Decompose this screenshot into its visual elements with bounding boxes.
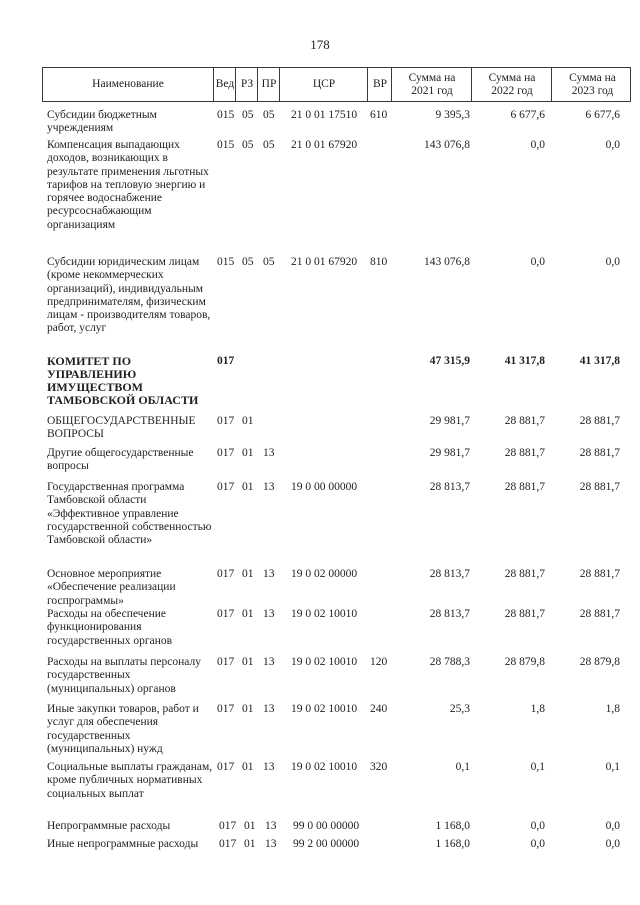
- row-pr: 05: [263, 256, 275, 268]
- row-name: Основное мероприятие «Обеспечение реализации госпрограммы»: [47, 568, 176, 607]
- row-name: Другие общегосударственные вопросы: [47, 447, 194, 473]
- row-sum-2022: 1,8: [530, 703, 545, 715]
- row-ved: 017: [217, 568, 235, 580]
- row-pr: 13: [265, 820, 277, 832]
- row-rz: 05: [242, 256, 254, 268]
- row-rz: 05: [242, 109, 254, 121]
- row-ved: 017: [217, 608, 235, 620]
- row-name: Расходы на обеспечение функционирования государственных органов: [47, 608, 173, 647]
- row-ved: 017: [217, 447, 235, 459]
- row-ved: 017: [217, 415, 235, 427]
- row-pr: 13: [265, 838, 277, 850]
- row-sum-2023: 28 881,7: [579, 481, 620, 493]
- row-pr: 13: [263, 761, 275, 773]
- row-csr: 19 0 02 10010: [291, 761, 358, 773]
- row-sum-2022: 0,0: [530, 820, 545, 832]
- row-vr: 810: [370, 256, 388, 268]
- row-rz: 01: [242, 481, 254, 493]
- row-vr: 610: [370, 109, 388, 121]
- header-sum-2022: Сумма на 2022 год: [471, 68, 552, 101]
- row-pr: 13: [263, 447, 275, 459]
- row-rz: 01: [244, 820, 256, 832]
- row-rz: 01: [242, 656, 254, 668]
- row-sum-2023: 28 881,7: [579, 568, 620, 580]
- row-csr: 21 0 01 67920: [291, 256, 358, 268]
- row-sum-2021: 25,3: [449, 703, 470, 715]
- row-name: Компенсация выпадающих доходов, возникающих в результате применения льготных тарифов на тепловую энергию и горячее водоснабжение ресурсоснабжающим организациям: [47, 139, 209, 231]
- row-sum-2022: 0,0: [530, 139, 545, 151]
- row-name: Иные закупки товаров, работ и услуг для обеспечения государственных (муниципальных) нужд: [47, 703, 199, 755]
- row-sum-2021: 1 168,0: [435, 820, 470, 832]
- row-sum-2021: 143 076,8: [424, 139, 470, 151]
- row-name: Расходы на выплаты персоналу государственных (муниципальных) органов: [47, 656, 201, 695]
- row-sum-2023: 0,0: [605, 820, 620, 832]
- page-number: 178: [310, 37, 330, 52]
- row-pr: 05: [263, 109, 275, 121]
- row-sum-2023: 28 881,7: [579, 415, 620, 427]
- row-sum-2022: 6 677,6: [510, 109, 545, 121]
- row-rz: 01: [242, 568, 254, 580]
- row-rz: 01: [242, 415, 254, 427]
- row-sum-2023: 0,0: [605, 256, 620, 268]
- row-rz: 05: [242, 139, 254, 151]
- header-csr: ЦСР: [279, 68, 368, 101]
- row-sum-2023: 6 677,6: [585, 109, 620, 121]
- row-name: КОМИТЕТ ПО УПРАВЛЕНИЮ ИМУЩЕСТВОМ ТАМБОВСКОЙ ОБЛАСТИ: [47, 354, 199, 407]
- row-csr: 21 0 01 67920: [291, 139, 358, 151]
- row-sum-2023: 41 317,8: [579, 355, 620, 367]
- row-rz: 01: [242, 608, 254, 620]
- header-ved: Вед: [213, 68, 236, 101]
- row-csr: 99 2 00 00000: [293, 838, 360, 850]
- row-rz: 01: [242, 761, 254, 773]
- row-ved: 017: [217, 656, 235, 668]
- row-sum-2021: 28 813,7: [429, 568, 470, 580]
- row-csr: 19 0 02 00000: [291, 568, 358, 580]
- row-sum-2021: 47 315,9: [429, 355, 470, 367]
- row-rz: 01: [244, 838, 256, 850]
- row-sum-2022: 28 881,7: [504, 481, 545, 493]
- row-sum-2022: 0,0: [530, 256, 545, 268]
- row-name: Субсидии юридическим лицам (кроме некоммерческих организаций), индивидуальным предпринимателям, физическим лицам - производителям товаров, работ, услуг: [47, 256, 211, 335]
- row-ved: 017: [217, 703, 235, 715]
- row-pr: 13: [263, 568, 275, 580]
- row-sum-2022: 28 881,7: [504, 568, 545, 580]
- row-name: Государственная программа Тамбовской области «Эффективное управление государственной собственностью Тамбовской области»: [47, 481, 212, 547]
- row-sum-2023: 28 879,8: [579, 656, 620, 668]
- row-sum-2021: 1 168,0: [435, 838, 470, 850]
- row-vr: 120: [370, 656, 388, 668]
- header-sum-2023: Сумма на 2023 год: [551, 68, 633, 101]
- table-header: [42, 67, 631, 102]
- row-sum-2023: 28 881,7: [579, 447, 620, 459]
- row-csr: 19 0 02 10010: [291, 656, 358, 668]
- row-ved: 015: [217, 139, 235, 151]
- row-csr: 99 0 00 00000: [293, 820, 360, 832]
- row-sum-2022: 28 881,7: [504, 415, 545, 427]
- header-sum-2021: Сумма на 2021 год: [391, 68, 472, 101]
- row-sum-2022: 0,1: [530, 761, 545, 773]
- row-sum-2022: 28 881,7: [504, 608, 545, 620]
- row-sum-2023: 28 881,7: [579, 608, 620, 620]
- row-vr: 320: [370, 761, 388, 773]
- row-sum-2021: 9 395,3: [435, 109, 470, 121]
- row-csr: 19 0 02 10010: [291, 608, 358, 620]
- row-sum-2021: 29 981,7: [429, 415, 470, 427]
- row-pr: 13: [263, 608, 275, 620]
- row-sum-2023: 0,0: [605, 838, 620, 850]
- row-ved: 015: [217, 109, 235, 121]
- row-ved: 017: [217, 355, 235, 367]
- row-ved: 017: [217, 761, 235, 773]
- row-ved: 017: [217, 481, 235, 493]
- row-name: Иные непрограммные расходы: [47, 838, 199, 850]
- row-name: Непрограммные расходы: [47, 820, 171, 832]
- row-rz: 01: [242, 447, 254, 459]
- row-csr: 19 0 02 10010: [291, 703, 358, 715]
- header-rz: РЗ: [235, 68, 258, 101]
- row-sum-2022: 28 879,8: [504, 656, 545, 668]
- row-ved: 017: [219, 820, 237, 832]
- row-csr: 19 0 00 00000: [291, 481, 358, 493]
- row-sum-2022: 41 317,8: [504, 355, 545, 367]
- row-pr: 05: [263, 139, 275, 151]
- row-sum-2021: 0,1: [455, 761, 470, 773]
- row-rz: 01: [242, 703, 254, 715]
- row-sum-2023: 1,8: [605, 703, 620, 715]
- header-pr: ПР: [257, 68, 280, 101]
- row-name: Социальные выплаты гражданам, кроме публичных нормативных социальных выплат: [47, 761, 213, 800]
- row-sum-2022: 0,0: [530, 838, 545, 850]
- row-ved: 015: [217, 256, 235, 268]
- row-pr: 13: [263, 703, 275, 715]
- row-pr: 13: [263, 656, 275, 668]
- row-csr: 21 0 01 17510: [291, 109, 358, 121]
- row-sum-2021: 28 788,3: [429, 656, 470, 668]
- row-sum-2021: 29 981,7: [429, 447, 470, 459]
- row-name: ОБЩЕГОСУДАРСТВЕННЫЕ ВОПРОСЫ: [47, 415, 196, 441]
- row-name: Субсидии бюджетным учреждениям: [47, 109, 157, 135]
- row-sum-2022: 28 881,7: [504, 447, 545, 459]
- row-sum-2023: 0,0: [605, 139, 620, 151]
- row-ved: 017: [219, 838, 237, 850]
- header-name: Наименование: [92, 78, 164, 90]
- row-pr: 13: [263, 481, 275, 493]
- row-sum-2021: 143 076,8: [424, 256, 470, 268]
- row-sum-2023: 0,1: [605, 761, 620, 773]
- row-sum-2021: 28 813,7: [429, 481, 470, 493]
- row-sum-2021: 28 813,7: [429, 608, 470, 620]
- row-vr: 240: [370, 703, 388, 715]
- header-vr: ВР: [367, 68, 392, 101]
